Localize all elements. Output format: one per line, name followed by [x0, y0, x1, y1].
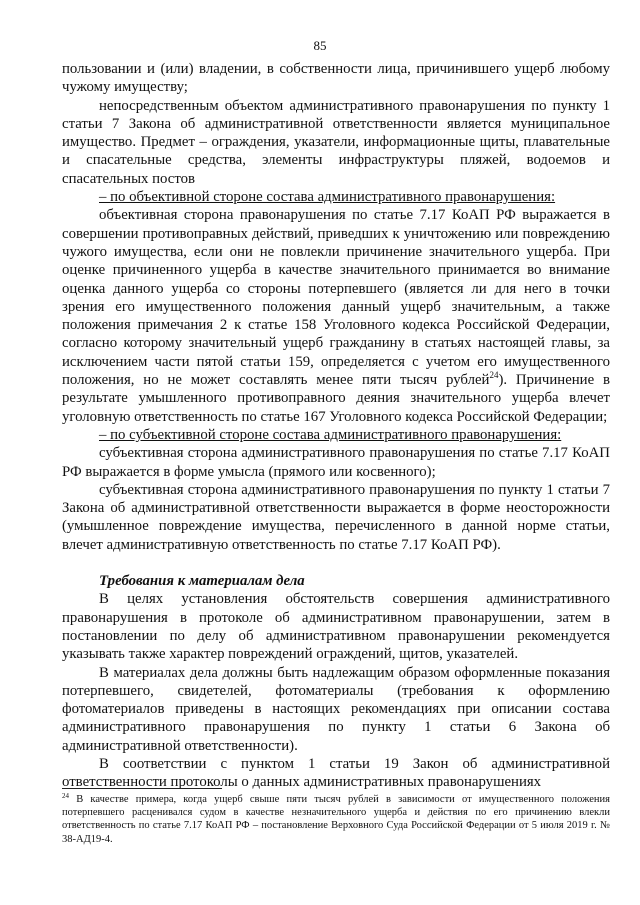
- paragraph-establish-circumstances: В целях установления обстоятельств совершения административного правонарушения в протоколе об административном правонарушении, затем в постановлении по делу об административном правонарушении рекомендуется указывать также характер повреждений ограждений, щитов, указателей.: [62, 591, 610, 663]
- footnote-text: В качестве примера, когда ущерб свыше пяти тысяч рублей в зависимости от имущественного положения потерпевшего расценивался судом в качестве незначительного ущерба и действия по его причинению влекли ответственность по статье 7.17 КоАП РФ – постановление Верховного Суда Российской Федерации от 5 июля 2019 г. № 38-АД19-4.: [62, 794, 610, 845]
- paragraph-objective-side-tail: ). Причинение в результате умышленного противоправного деяния значительного ущерба влечет уголовную ответственность по статье 167 Уголовного кодекса Российской Федерации;: [62, 372, 610, 425]
- footnote-divider: [62, 788, 222, 789]
- section-heading-case-materials: Требования к материалам дела: [99, 573, 305, 590]
- subheading-subjective-side-text: – по субъективной стороне состава административного правонарушения:: [99, 426, 562, 443]
- paragraph-objective-side: [62, 206, 610, 426]
- subheading-subjective-side: [62, 426, 610, 444]
- paragraph-ownership: пользовании и (или) владении, в собственности лица, причинившего ущерб любому чужому имуществу;: [62, 61, 610, 96]
- footnote-reference[interactable]: 24: [489, 370, 499, 381]
- paragraph-direct-object: непосредственным объектом административного правонарушения по пункту 1 статьи 7 Закона об административной ответственности является муниципальное имущество. Предмет – ограждения, указатели, информационные щиты, плавательные и спасательные средства, элементы инфраструктуры пляжей, водоемов и спасательных постов: [62, 97, 610, 187]
- paragraph-objective-side-text: объективная сторона правонарушения по статье 7.17 КоАП РФ выражается в совершении противоправных действий, приведших к уничтожению или повреждению чужого имущества, если они не повлекли причинение значительного ущерба. При оценке причиненного ущерба в качестве значительного принимается во внимание оценка данного ущерба со стороны потерпевшего (является ли для него в точки зрения его имущественного положения данный ущерб значительным, а также положения примечания 2 к статье 158 Уголовного кодекса Российской Федерации, согласно которому значительный ущерб гражданину в статьях настоящей главы, за исключением части пятой статьи 159, определяется с учетом его имущественного положения, но не может составлять менее пяти тысяч рублей: [62, 207, 610, 389]
- paragraph-subjective-side-article7: субъективная сторона административного правонарушения по пункту 1 статьи 7 Закона об административной ответственности выражается в форме неосторожности (умышленное повреждение имущества, перечисленного в данной норме статьи, влечет административную ответственность по статье 7.17 КоАП РФ).: [62, 481, 610, 553]
- footnote-24: [62, 793, 610, 846]
- paragraph-spacer: [62, 554, 610, 572]
- body-text: [62, 60, 610, 792]
- paragraph-case-materials: В материалах дела должны быть надлежащим образом оформленные показания потерпевшего, свидетелей, фотоматериалы (требования к оформлению фотоматериалов приведены в настоящих рекомендациях при описании состава административного правонарушения по пункту 1 статьи 6 Закона об административной ответственности).: [62, 664, 610, 754]
- subheading-objective-side: [62, 188, 610, 206]
- footnote-marker: 24: [62, 792, 69, 800]
- paragraph-article19: В соответствии с пунктом 1 статьи 19 Закон об административной ответственности протоколы о данных административных правонарушениях: [62, 755, 610, 791]
- paragraph-subjective-side-717: субъективная сторона административного правонарушения по статье 7.17 КоАП РФ выражается в форме умысла (прямого или косвенного);: [62, 445, 610, 480]
- page-number: 85: [313, 38, 327, 53]
- subheading-objective-side-text: – по объективной стороне состава административного правонарушения:: [99, 189, 556, 206]
